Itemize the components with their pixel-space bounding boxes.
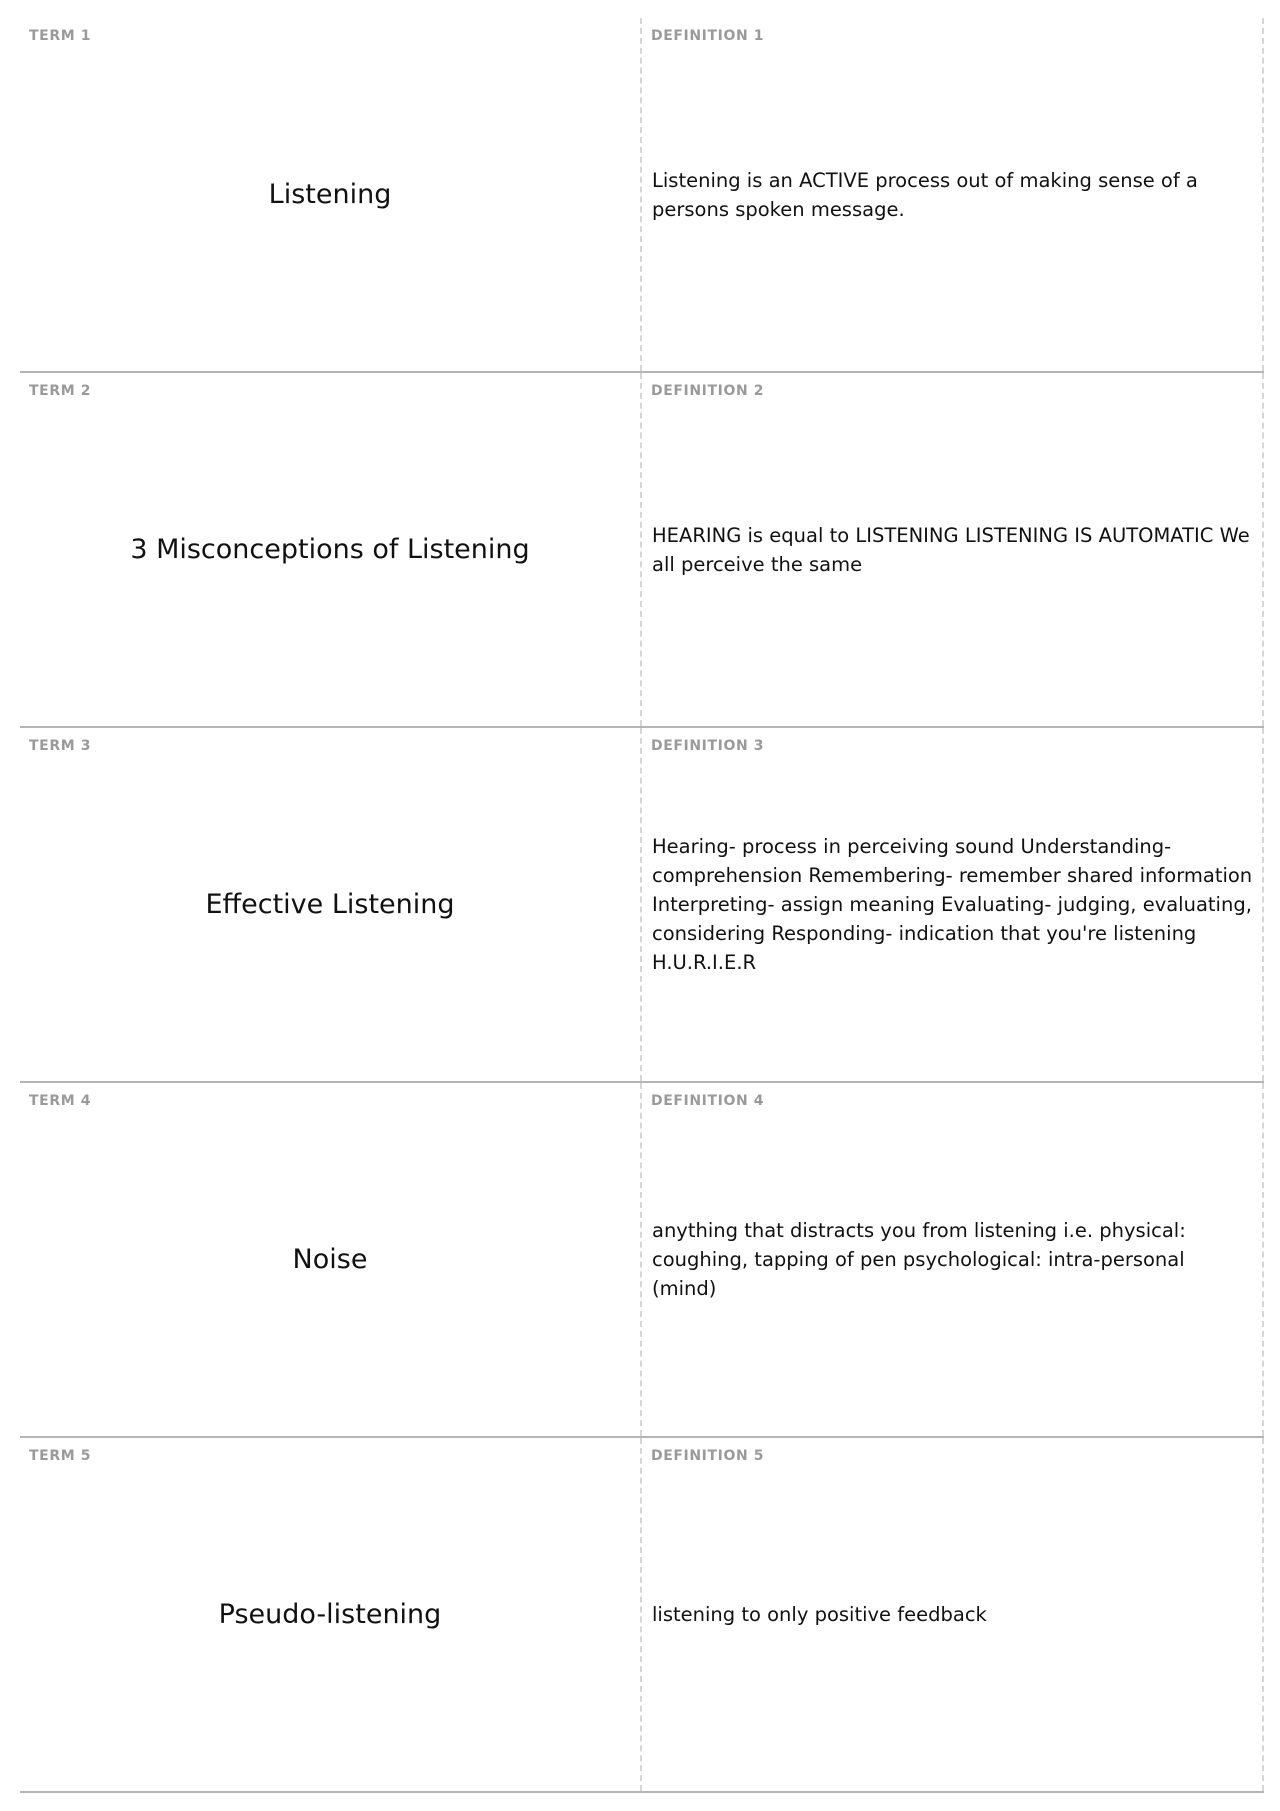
term-text: Pseudo-listening: [218, 1599, 442, 1630]
flashcard-row: [20, 373, 1264, 728]
flashcard-sheet: [20, 18, 1264, 1793]
definition-label: DEFINITION 4: [651, 1093, 765, 1109]
term-label: TERM 2: [29, 383, 92, 399]
definition-text-wrap: [652, 1083, 1254, 1436]
term-label: TERM 1: [29, 28, 92, 44]
definition-cell: [642, 1083, 1264, 1436]
term-cell: [20, 728, 642, 1081]
flashcard-row: [20, 1438, 1264, 1793]
definition-text-wrap: [652, 18, 1254, 371]
term-text: Listening: [268, 179, 392, 210]
definition-text-wrap: [652, 1438, 1254, 1791]
term-label: TERM 4: [29, 1093, 92, 1109]
definition-label: DEFINITION 3: [651, 738, 765, 754]
term-label: TERM 3: [29, 738, 92, 754]
definition-text-wrap: [652, 728, 1254, 1081]
flashcard-row: [20, 1083, 1264, 1438]
term-cell: [20, 18, 642, 371]
flashcard-row: [20, 728, 1264, 1083]
term-text: 3 Misconceptions of Listening: [130, 534, 530, 565]
definition-cell: [642, 373, 1264, 726]
definition-text: Hearing- process in perceiving sound Understanding- comprehension Remembering- remember shared information Interpreting- assign meaning Evaluating- judging, evaluating, considering Responding- indication that you're listening H.U.R.I.E.R: [652, 835, 1253, 974]
definition-cell: [642, 1438, 1264, 1791]
definition-label: DEFINITION 1: [651, 28, 765, 44]
definition-label: DEFINITION 5: [651, 1448, 765, 1464]
definition-text: Listening is an ACTIVE process out of making sense of a persons spoken message.: [652, 168, 1198, 221]
definition-cell: [642, 18, 1264, 371]
term-text: Noise: [292, 1244, 368, 1275]
definition-text: HEARING is equal to LISTENING LISTENING IS AUTOMATIC We all perceive the same: [652, 523, 1250, 576]
definition-text-wrap: [652, 373, 1254, 726]
term-cell: [20, 373, 642, 726]
definition-text: anything that distracts you from listening i.e. physical: coughing, tapping of pen psychological: intra-personal (mind): [652, 1219, 1186, 1300]
term-cell: [20, 1083, 642, 1436]
definition-cell: [642, 728, 1264, 1081]
term-text: Effective Listening: [205, 889, 455, 920]
flashcard-row: [20, 18, 1264, 373]
definition-text: listening to only positive feedback: [652, 1603, 987, 1626]
term-label: TERM 5: [29, 1448, 92, 1464]
term-cell: [20, 1438, 642, 1791]
definition-label: DEFINITION 2: [651, 383, 765, 399]
